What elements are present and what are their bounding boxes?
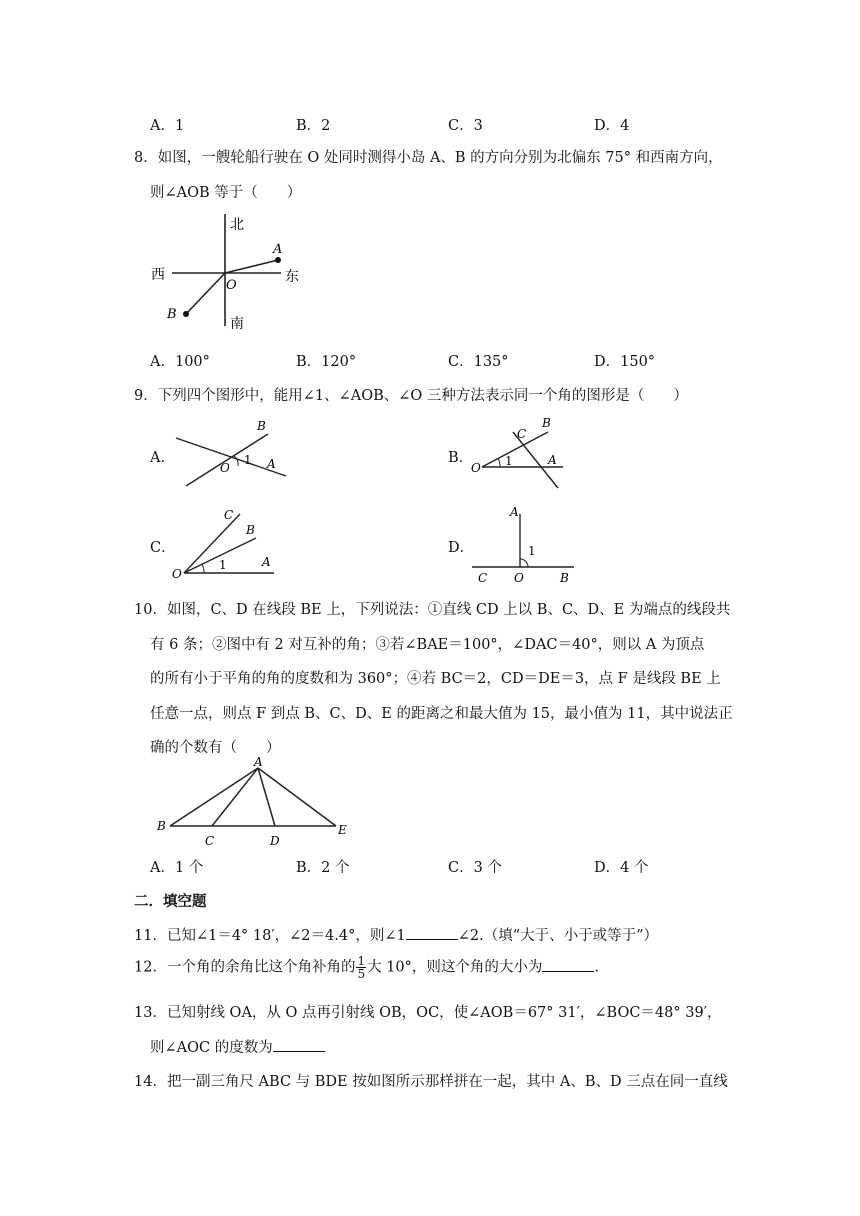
q14-stem-line1: 14．把一副三角尺 ABC 与 BDE 按如图所示那样拼在一起，其中 A、B、D 三点在同一直线	[134, 1074, 728, 1090]
svg-text:D: D	[270, 834, 280, 848]
q12-text-pre: 12．一个角的余角比这个角补角的	[134, 959, 356, 976]
svg-text:A: A	[262, 555, 271, 569]
svg-text:O: O	[514, 571, 524, 585]
q11-text-pre: 11．已知∠1＝4° 18′，∠2＝4.4°，则∠1	[134, 928, 406, 944]
q9-figure-a	[172, 414, 292, 490]
q12-fraction-denominator: 5	[357, 967, 366, 981]
q10-option-b: B．2 个	[296, 860, 350, 876]
q7-option-a: A．1	[150, 118, 185, 134]
q7-option-b: B．2	[296, 118, 331, 134]
q13-stem-line2	[150, 1036, 325, 1057]
svg-text:O: O	[172, 567, 182, 580]
svg-text:C: C	[478, 571, 488, 585]
q10-option-a: A．1 个	[150, 860, 204, 876]
svg-text:C: C	[205, 834, 215, 848]
q9-option-c-label: C．	[150, 540, 176, 556]
q12-text-end: .	[594, 959, 600, 976]
q9-figure-c	[170, 504, 280, 580]
svg-text:A: A	[510, 505, 519, 519]
svg-text:C: C	[224, 508, 234, 522]
svg-text:B: B	[560, 571, 569, 585]
q8-stem-line2: 则∠AOB 等于（ ）	[150, 185, 302, 201]
svg-text:A: A	[273, 242, 283, 257]
q9-option-a-label: A．	[150, 450, 175, 466]
q7-option-c: C．3	[448, 118, 483, 134]
q13-stem-line1: 13．已知射线 OA，从 O 点再引射线 OB，OC，使∠AOB＝67° 31′，∠BOC＝48° 39′，	[134, 1005, 722, 1021]
svg-text:1: 1	[505, 454, 513, 468]
svg-text:1: 1	[528, 544, 536, 558]
q8-option-c: C．135°	[448, 354, 509, 370]
svg-text:西: 西	[151, 267, 165, 283]
q12-fraction	[356, 955, 366, 980]
svg-text:B: B	[246, 523, 255, 537]
q10-stem-line2: 有 6 条；②图中有 2 对互补的角；③若∠BAE＝100°，∠DAC＝40°，则以 A 为顶点	[150, 637, 705, 653]
svg-text:A: A	[254, 756, 263, 769]
q9-figure-d	[470, 500, 578, 586]
svg-text:北: 北	[230, 217, 244, 233]
q9-option-d-label: D．	[448, 540, 475, 556]
q8-compass-figure	[146, 210, 306, 334]
q10-option-c: C．3 个	[448, 860, 502, 876]
svg-text:1: 1	[219, 558, 227, 572]
q8-option-a: A．100°	[150, 354, 210, 370]
svg-text:O: O	[226, 278, 237, 293]
q12-answer-blank[interactable]	[542, 957, 594, 972]
svg-text:B: B	[257, 419, 266, 433]
svg-text:O: O	[471, 461, 481, 475]
q12-stem	[134, 955, 599, 980]
svg-text:A: A	[267, 457, 276, 471]
q8-stem-line1: 8．如图，一艘轮船行驶在 O 处同时测得小岛 A、B 的方向分别为北偏东 75° 和西南方向，	[134, 150, 723, 166]
q12-fraction-numerator: 1	[357, 954, 366, 968]
q11-stem	[134, 924, 658, 945]
q9-option-b-label: B．	[448, 450, 474, 466]
svg-text:南: 南	[230, 316, 244, 332]
q13-answer-blank[interactable]	[273, 1037, 325, 1052]
q10-stem-line3: 的所有小于平角的角的度数和为 360°；④若 BC＝2，CD＝DE＝3，点 F 是线段 BE 上	[150, 671, 721, 687]
q8-option-d: D．150°	[594, 354, 656, 370]
svg-text:东: 东	[285, 269, 299, 285]
q10-triangle-figure	[150, 756, 350, 852]
q7-option-d: D．4	[594, 118, 630, 134]
q10-stem-line4: 任意一点，则点 F 到点 B、C、D、E 的距离之和最大值为 15，最小值为 11，其中说法正	[150, 706, 733, 722]
section-fill-blank-heading: 二．填空题	[134, 894, 207, 910]
q11-text-post: ∠2.（填“大于、小于或等于”）	[457, 928, 659, 944]
q8-option-b: B．120°	[296, 354, 357, 370]
svg-text:E: E	[338, 823, 347, 837]
svg-text:O: O	[220, 461, 230, 475]
svg-text:B: B	[157, 819, 166, 833]
q9-figure-b	[468, 412, 568, 492]
svg-text:B: B	[167, 307, 177, 322]
svg-text:A: A	[548, 453, 557, 467]
svg-text:B: B	[542, 416, 551, 430]
q10-stem-line1: 10．如图，C、D 在线段 BE 上，下列说法：①直线 CD 上以 B、C、D、E 为端点的线段共	[134, 602, 731, 618]
q13-text: 则∠AOC 的度数为	[150, 1040, 273, 1056]
q10-option-d: D．4 个	[594, 860, 649, 876]
q12-text-post: 大 10°，则这个角的大小为	[367, 959, 543, 976]
q9-stem: 9．下列四个图形中，能用∠1、∠AOB、∠O 三种方法表示同一个角的图形是（ ）	[134, 388, 688, 404]
q11-answer-blank[interactable]	[406, 925, 458, 940]
svg-text:C: C	[517, 427, 527, 441]
q10-stem-line5: 确的个数有（ ）	[150, 740, 281, 756]
svg-text:1: 1	[244, 453, 252, 467]
